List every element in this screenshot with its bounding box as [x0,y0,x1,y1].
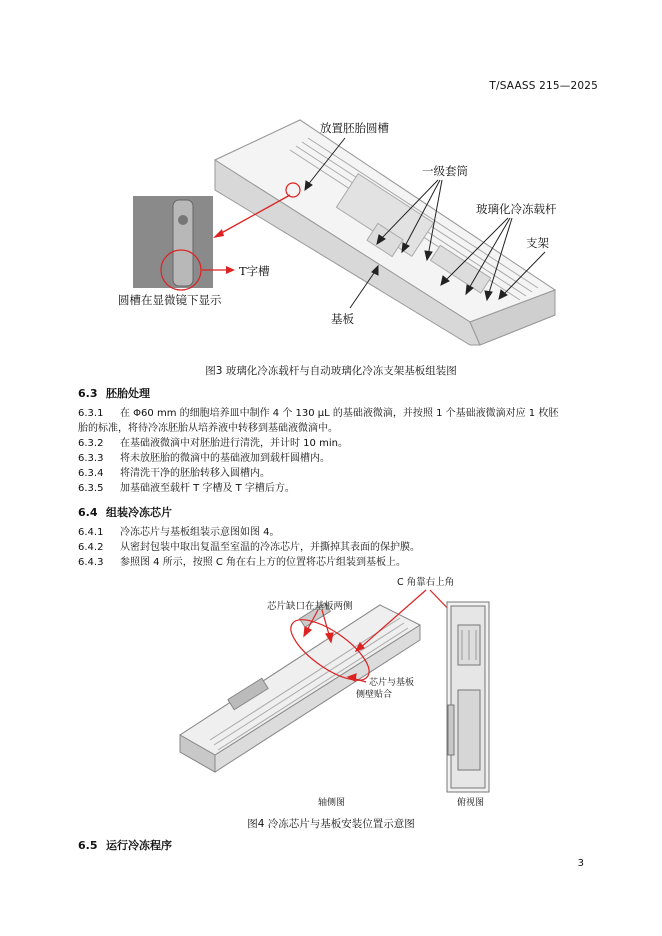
page-number: 3 [577,858,584,869]
item-number: 6.3.2 [78,438,104,449]
label-base: 基板 [331,312,354,326]
figure3-diagram [0,0,662,360]
label-chip-notch: 芯片缺口在基板两侧 [267,601,353,612]
base-plate-drawing [215,120,555,345]
side-view-drawing [447,602,489,792]
paragraph-6-3-1-cont [78,421,598,436]
section-heading-6-3 [78,385,150,401]
item-number: 6.3.5 [78,483,104,494]
item-number: 6.3.3 [78,453,104,464]
section-title: 胚胎处理 [106,387,150,400]
document-code: T/SAASS 215—2025 [489,80,598,92]
item-text: 冷冻芯片与基板组装示意图如图 4。 [120,527,280,538]
paragraph-6-3-4 [78,466,598,481]
item-text: 将清洗干净的胚胎转移入圆槽内。 [120,468,270,479]
item-text: 在 Φ60 mm 的细胞培养皿中制作 4 个 130 μL 的基础液微滴，并按照 1 个基础液微滴对应 1 枚胚 [120,408,559,419]
label-t-groove: T字槽 [239,264,270,278]
figure4-caption: 图4 冷冻芯片与基板安装位置示意图 [247,818,415,830]
label-side-view: 俯视图 [457,798,485,808]
item-text: 将未放胚胎的微滴中的基础液加到载杆圆槽内。 [120,453,330,464]
item-text: 在基础液微滴中对胚胎进行清洗，并计时 10 min。 [120,438,348,449]
label-sleeve: 一级套筒 [422,164,468,178]
paragraph-6-4-1 [78,525,598,540]
label-axial-view: 轴侧图 [318,798,346,808]
label-embryo-groove: 放置胚胎圆槽 [320,121,389,135]
section-heading-6-5 [78,837,172,853]
paragraph-6-4-3 [78,555,598,570]
section-number: 6.5 [78,839,98,852]
item-text: 加基础液至载杆 T 字槽及 T 字槽后方。 [120,483,295,494]
label-rod: 玻璃化冷冻载杆 [476,202,557,216]
item-text: 参照图 4 所示，按照 C 角在右上方的位置将芯片组装到基板上。 [120,557,407,568]
item-number: 6.4.1 [78,527,104,538]
figure3-caption: 图3 玻璃化冷冻载杆与自动玻璃化冷冻支架基板组装图 [205,365,457,377]
item-number: 6.4.2 [78,542,104,553]
label-chip-fit: 芯片与基板 [369,678,415,688]
paragraph-6-4-2 [78,540,598,555]
label-c-corner: C 角靠右上角 [397,577,455,588]
item-number: 6.4.3 [78,557,104,568]
section-heading-6-4 [78,504,172,520]
paragraph-6-3-1 [78,406,598,421]
paragraph-6-3-5 [78,481,598,496]
section-6-4-body [78,525,598,570]
paragraph-6-3-2 [78,436,598,451]
label-microscope: 圆槽在显微镜下显示 [118,293,222,307]
item-number: 6.3.1 [78,408,104,419]
item-number: 6.3.4 [78,468,104,479]
section-number: 6.4 [78,506,98,519]
label-bracket: 支架 [526,236,549,250]
section-title: 组装冷冻芯片 [106,506,172,519]
item-text: 胎的标准，将待冷冻胚胎从培养液中转移到基础液微滴中。 [78,423,338,434]
section-number: 6.3 [78,387,98,400]
section-6-3-body [78,406,598,496]
paragraph-6-3-3 [78,451,598,466]
item-text: 从密封包装中取出复温至室温的冷冻芯片，并撕掉其表面的保护膜。 [120,542,420,553]
label-chip-fit-2: 侧壁贴合 [356,690,393,700]
section-title: 运行冷冻程序 [106,839,172,852]
